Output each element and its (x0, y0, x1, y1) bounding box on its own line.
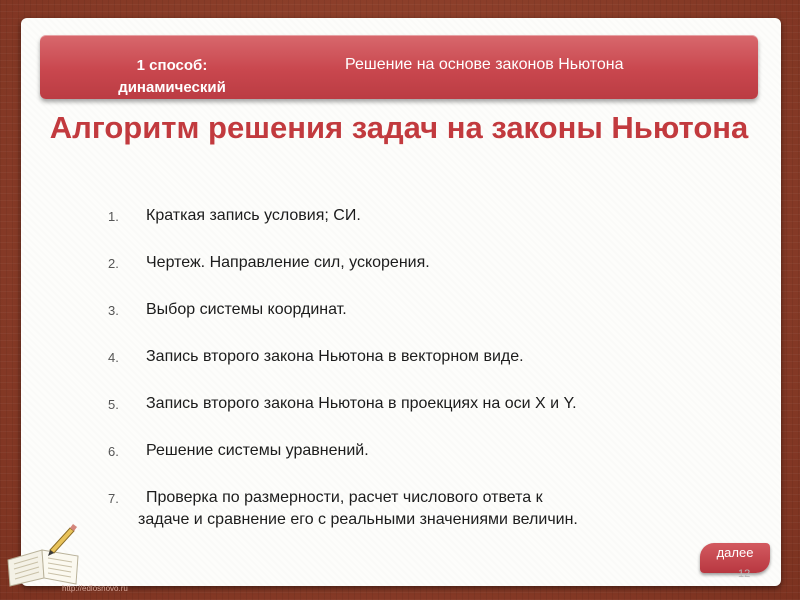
algorithm-steps (108, 205, 728, 556)
slide-title: Алгоритм решения задач на законы Ньютона (49, 110, 749, 145)
step-text: Краткая запись условия; СИ. (146, 207, 361, 224)
step-number: 4. (108, 350, 119, 365)
next-button[interactable] (700, 543, 770, 573)
step-item (108, 487, 728, 531)
method-label: 1 способ: динамический (118, 57, 226, 96)
step-text: Запись второго закона Ньютона в проекциях на оси X и Y. (146, 395, 577, 412)
step-item (108, 393, 728, 415)
step-item (108, 299, 728, 321)
step-text-continued: задаче и сравнение его с реальными значениями величин. (138, 511, 578, 528)
step-number: 5. (108, 397, 119, 412)
step-item (108, 252, 728, 274)
footer-url: http://edlosnovo.ru (62, 584, 128, 593)
next-button-label: далее (716, 545, 754, 560)
subject-label: Решение на основе законов Ньютона (345, 56, 624, 73)
step-number: 1. (108, 209, 119, 224)
step-item (108, 346, 728, 368)
step-text: Чертеж. Направление сил, ускорения. (146, 254, 430, 271)
step-number: 7. (108, 491, 119, 506)
step-item (108, 440, 728, 462)
step-item (108, 205, 728, 227)
page-number: 12 (738, 568, 751, 580)
book-with-pencil-icon (0, 520, 90, 590)
step-text: Запись второго закона Ньютона в векторном виде. (146, 348, 524, 365)
step-text: Проверка по размерности, расчет числового ответа к (146, 489, 543, 506)
step-text: Выбор системы координат. (146, 301, 347, 318)
step-text: Решение системы уравнений. (146, 442, 369, 459)
step-number: 3. (108, 303, 119, 318)
step-number: 6. (108, 444, 119, 459)
step-number: 2. (108, 256, 119, 271)
